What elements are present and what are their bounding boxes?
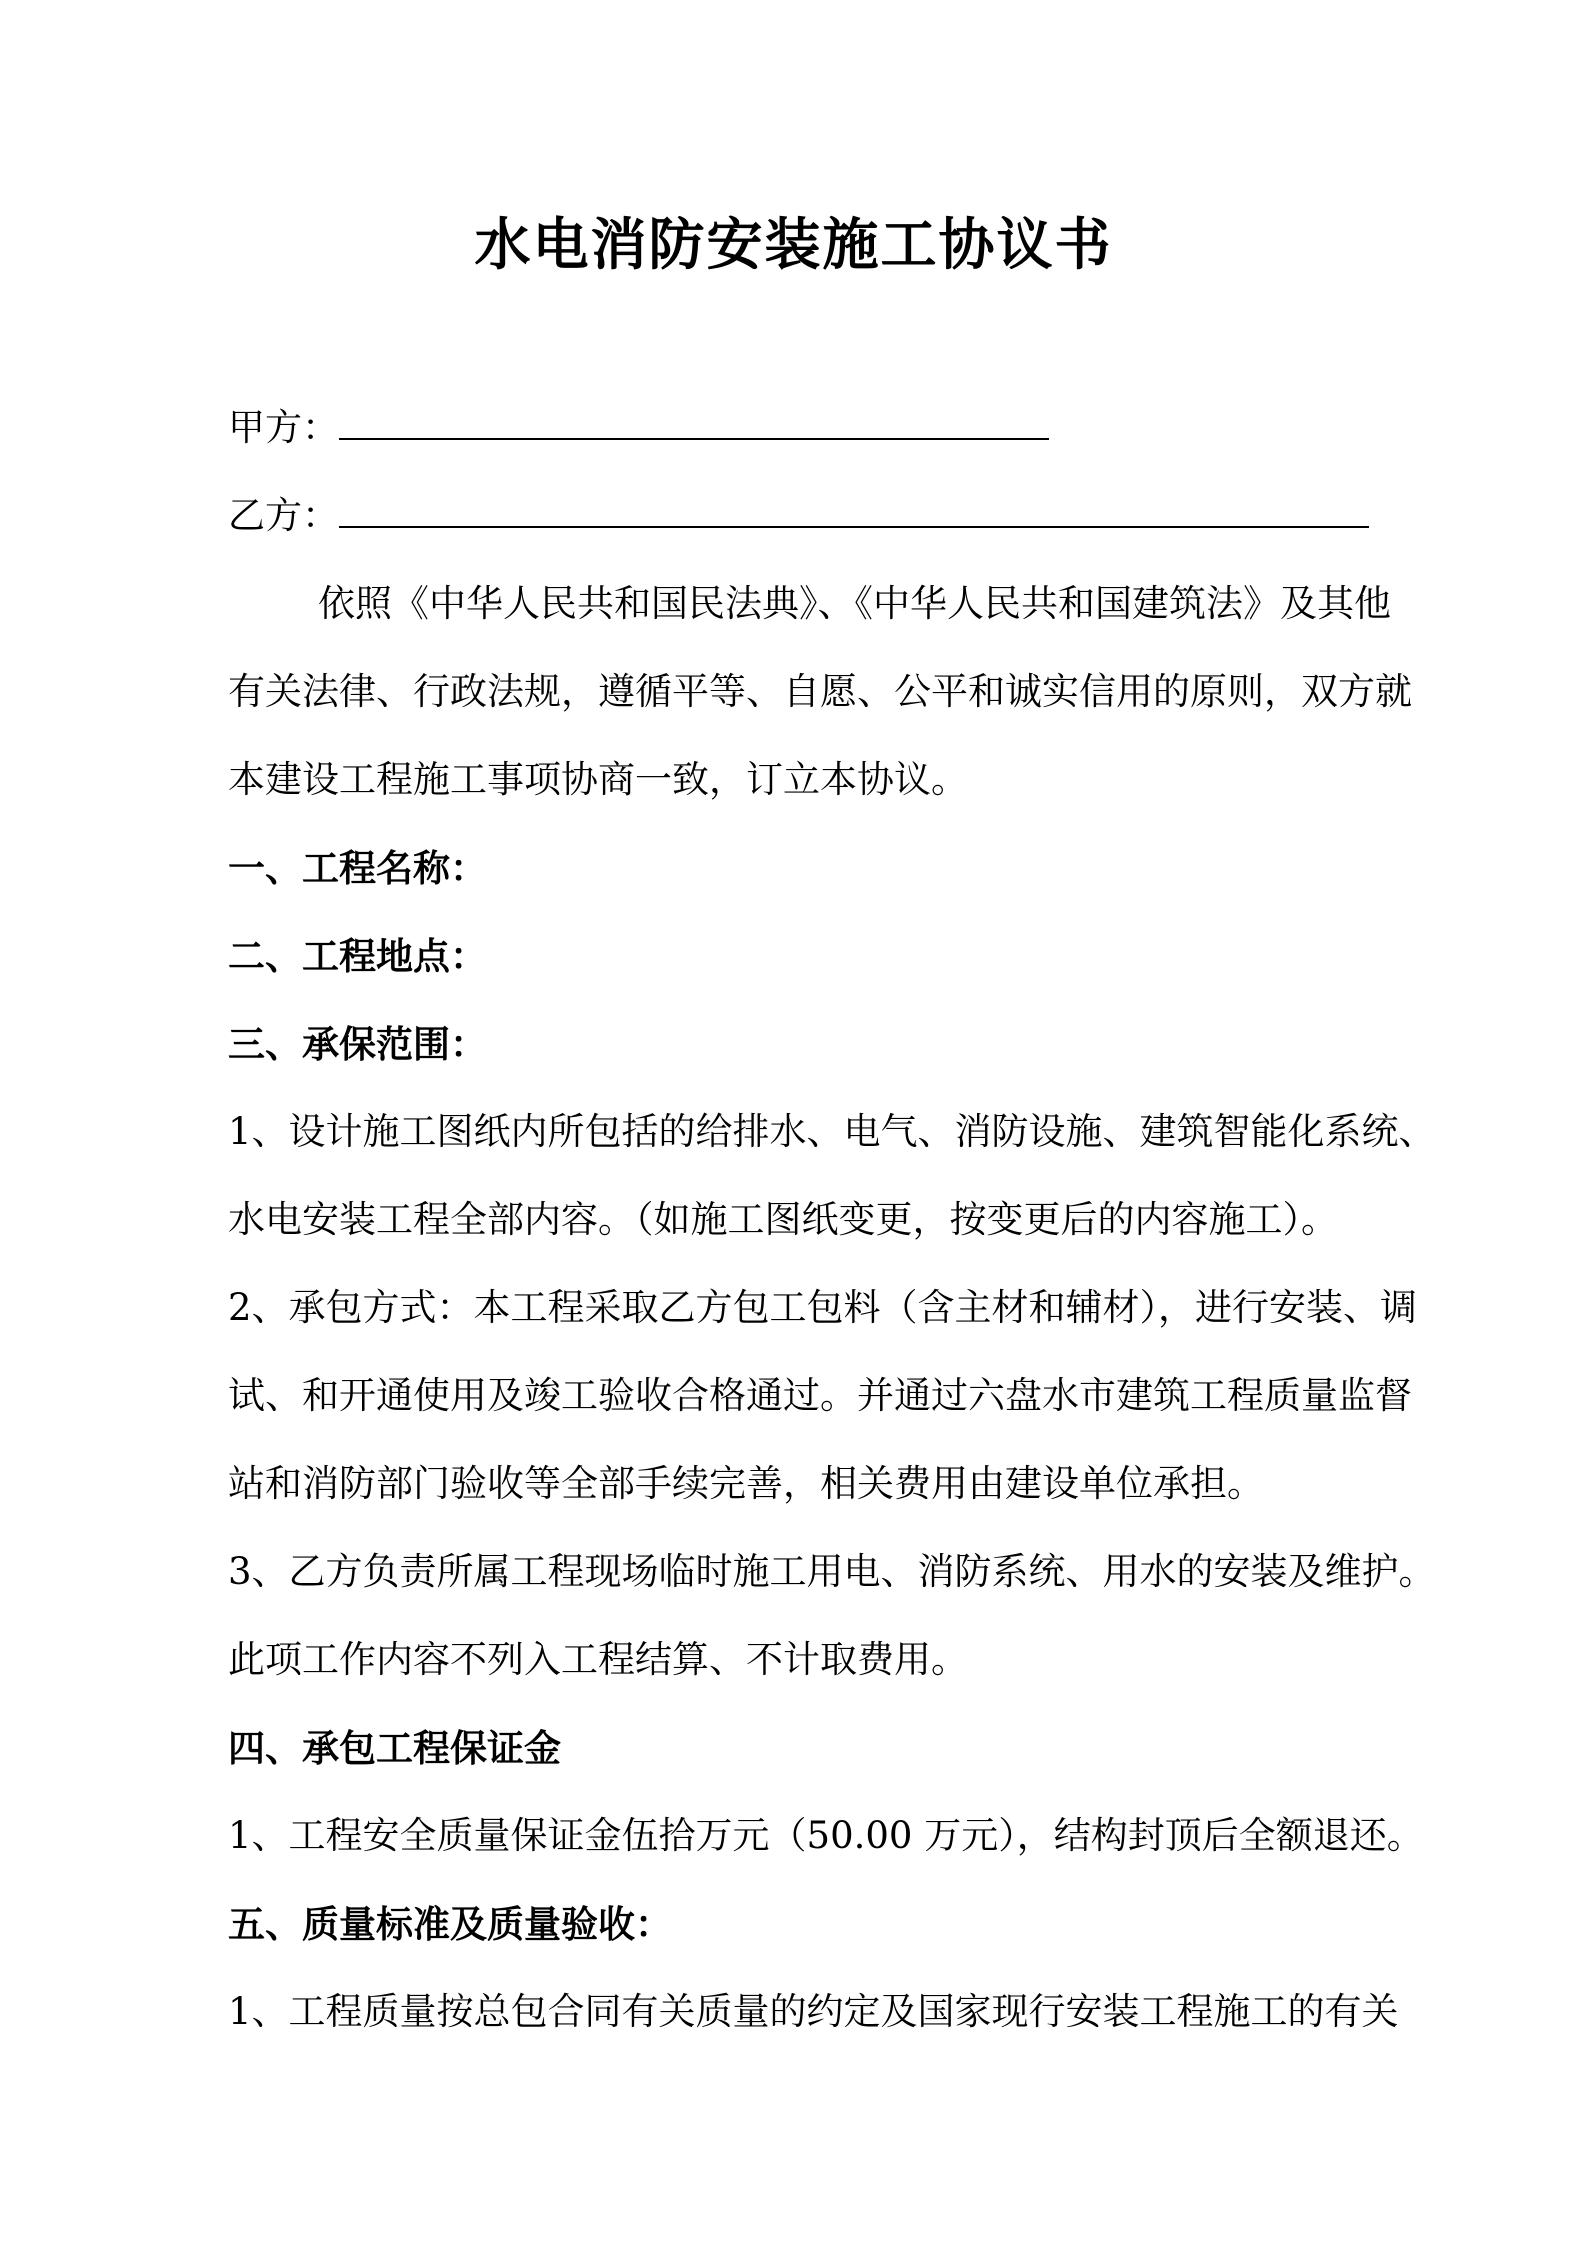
body-line: 本建设工程施工事项协商一致，订立本协议。 [228,758,968,801]
body-line: 1、设计施工图纸内所包括的给排水、电气、消防设施、建筑智能化系统、 [228,1110,1436,1153]
party-b-label: 乙方： [228,494,339,537]
body-line: 有关法律、行政法规，遵循平等、自愿、公平和诚实信用的原则，双方就 [228,670,1412,713]
section-heading: 五、质量标准及质量验收： [228,1902,672,1946]
body-line: 水电安装工程全部内容。（如施工图纸变更，按变更后的内容施工）。 [228,1198,1338,1241]
section-heading: 一、工程名称： [228,846,487,890]
section-heading: 三、承保范围： [228,1022,487,1066]
party-a-label: 甲方： [228,406,339,449]
body-line: 此项工作内容不列入工程结算、不计取费用。 [228,1638,968,1681]
body-line: 试、和开通使用及竣工验收合格通过。并通过六盘水市建筑工程质量监督 [228,1374,1412,1417]
body-line: 1、工程安全质量保证金伍拾万元（50.00 万元），结构封顶后全额退还。 [228,1814,1424,1857]
body-line: 站和消防部门验收等全部手续完善，相关费用由建设单位承担。 [228,1462,1264,1505]
body-line: 2、承包方式：本工程采取乙方包工包料（含主材和辅材），进行安装、调 [228,1286,1418,1329]
section-heading: 二、工程地点： [228,934,487,978]
party-b-row [228,488,1369,544]
party-a-row [228,400,1049,456]
party-a-blank[interactable] [339,404,1049,440]
section-heading: 四、承包工程保证金 [228,1726,561,1770]
body-line: 依照《中华人民共和国民法典》、《中华人民共和国建筑法》及其他 [318,582,1391,625]
document-title: 水电消防安装施工协议书 [474,212,1113,278]
body-line: 3、乙方负责所属工程现场临时施工用电、消防系统、用水的安装及维护。 [228,1550,1436,1593]
body-line: 1、工程质量按总包合同有关质量的约定及国家现行安装工程施工的有关 [228,1990,1399,2033]
party-b-blank[interactable] [339,492,1369,528]
